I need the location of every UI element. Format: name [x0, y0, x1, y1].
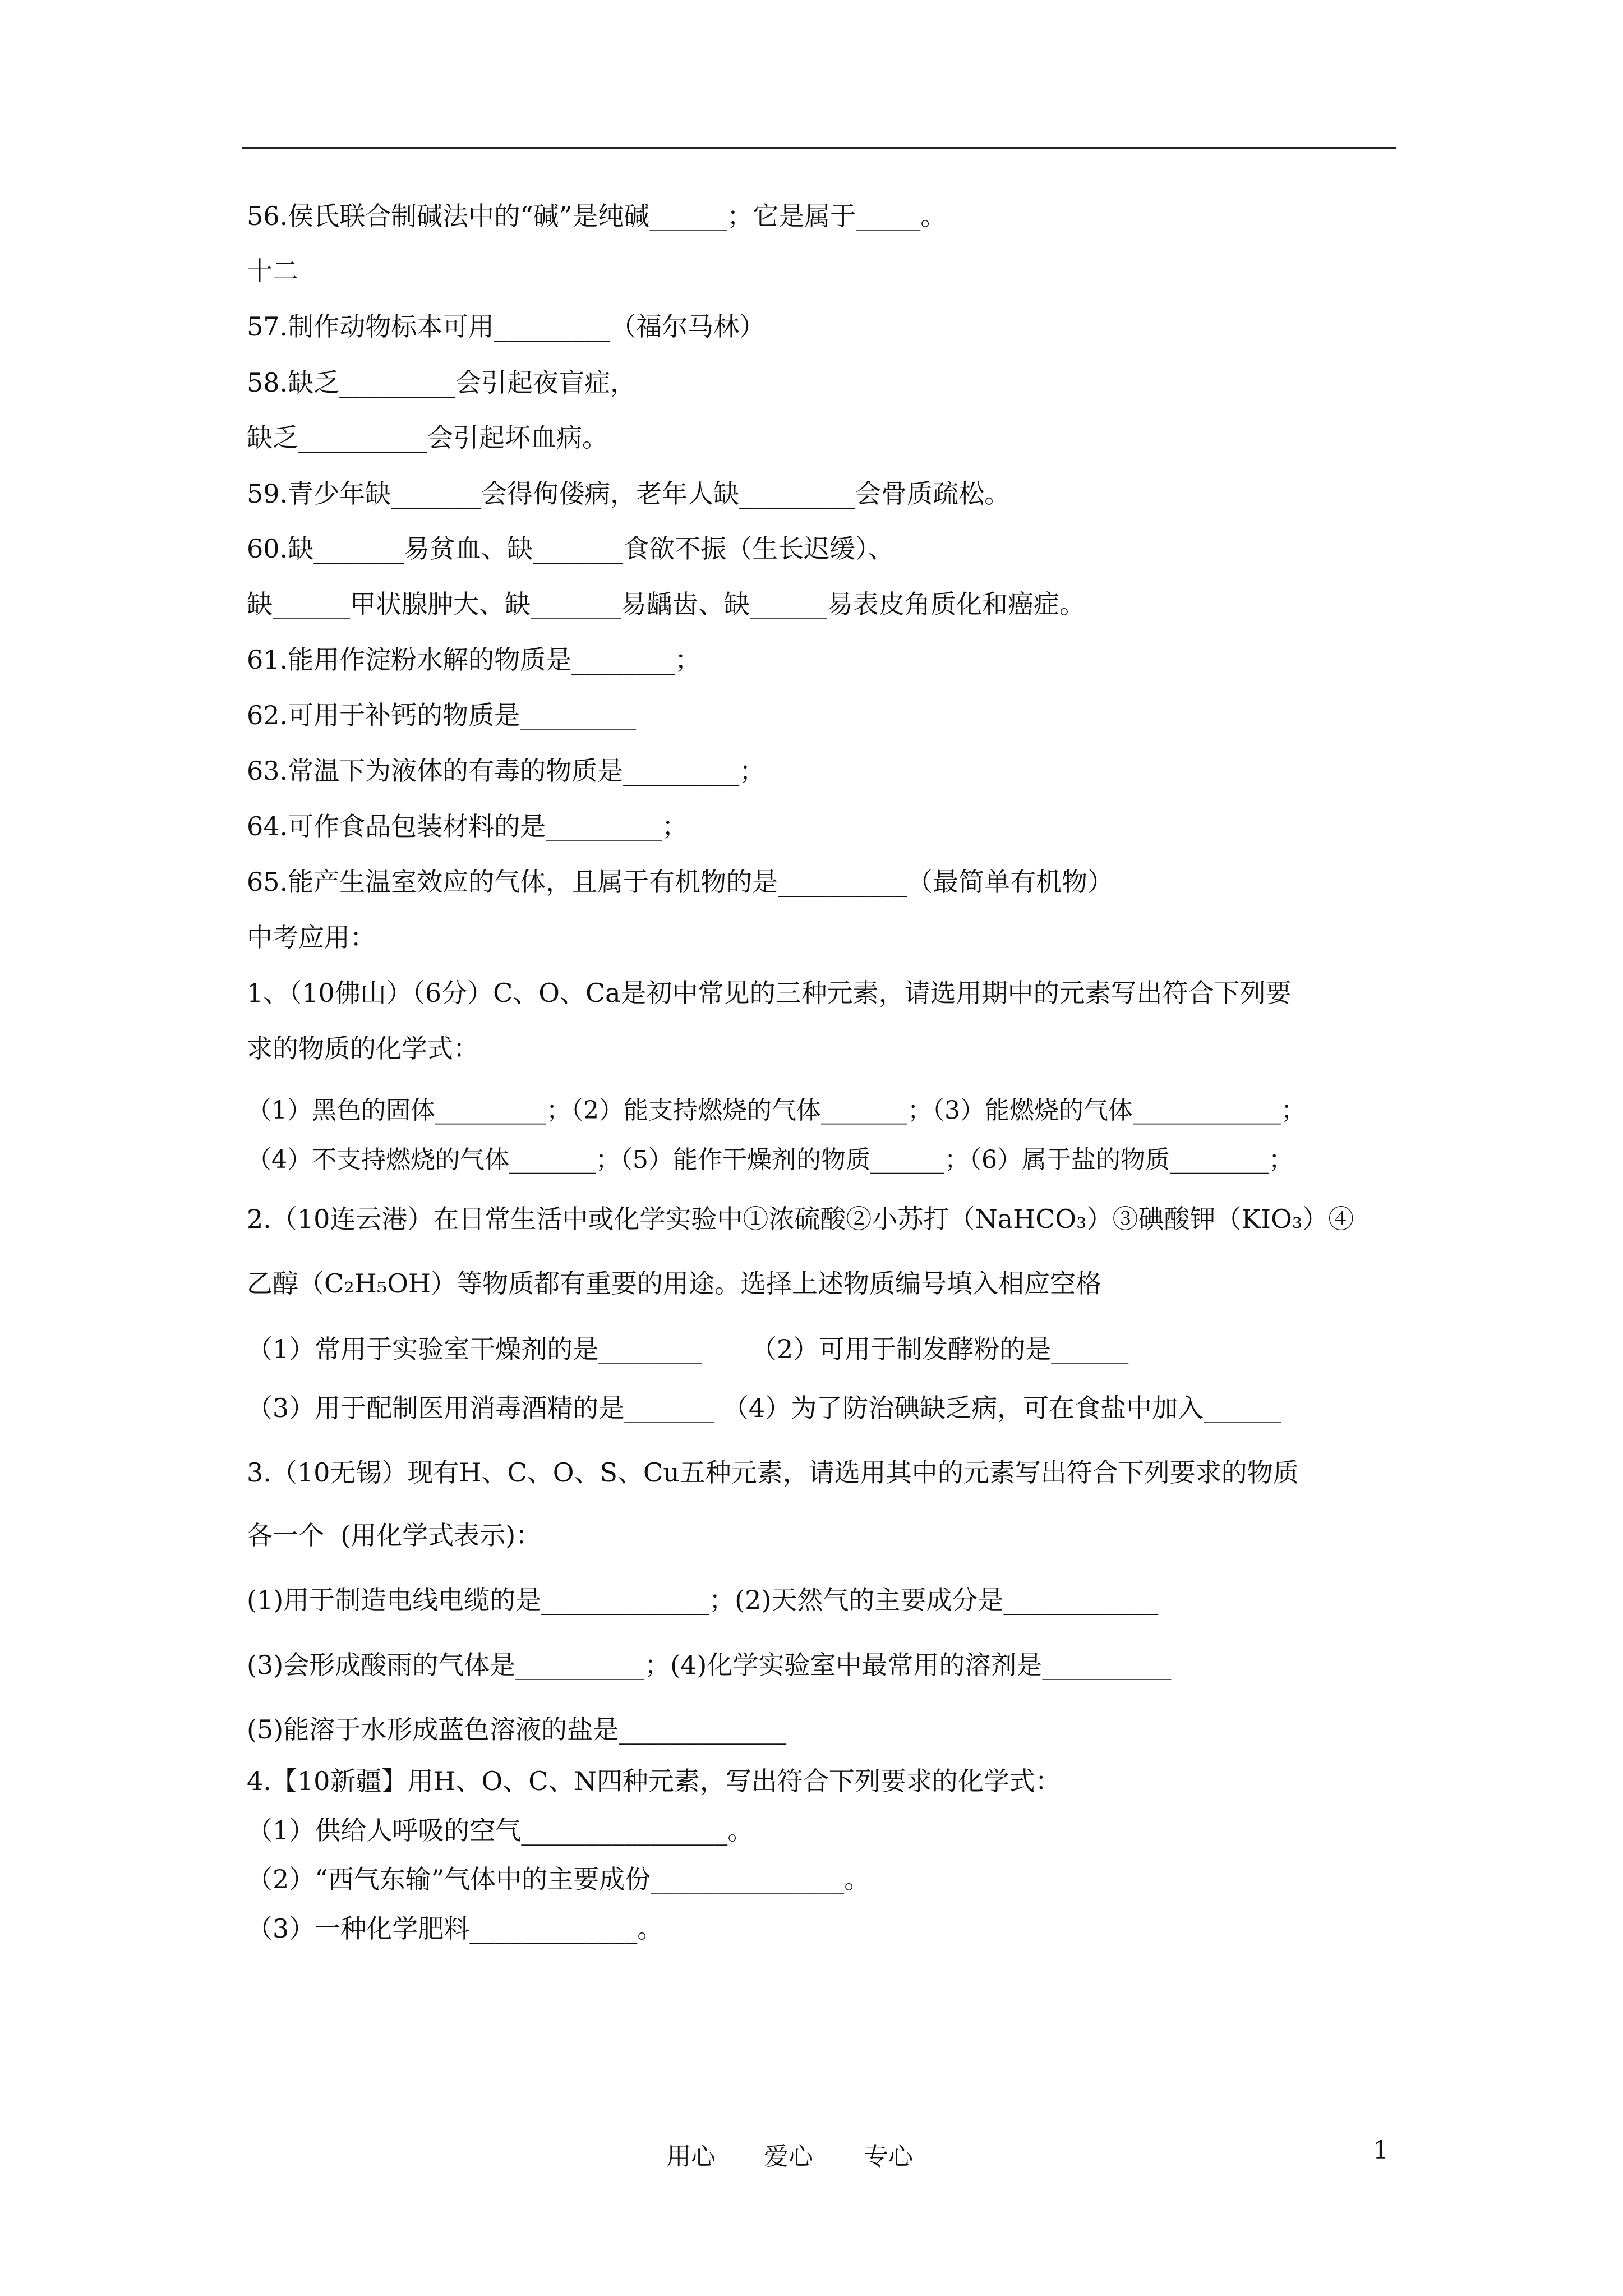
- text-line-56: 56.侯氏联合制碱法中的“碱”是纯碱______；它是属于_____。: [247, 201, 947, 231]
- question-1-parts-b: （4）不支持燃烧的气体_______；（5）能作干燥剂的物质______；（6）属于盐的物质________；: [247, 1145, 1293, 1174]
- text-line-60b: 缺______甲状腺肿大、缺_______易龋齿、缺______易表皮角质化和癌症。: [247, 589, 1085, 619]
- footer-text-middle: 爱心: [764, 2142, 813, 2171]
- question-3-stem: 3.（10无锡）现有H、C、O、S、Cu五种元素，请选用其中的元素写出符合下列要求的物质: [247, 1457, 1299, 1488]
- text-line-61: 61.能用作淀粉水解的物质是________；: [247, 645, 701, 675]
- question-2-parts-a: （1）常用于实验室干燥剂的是________ （2）可用于制发酵粉的是______: [247, 1334, 1129, 1364]
- text-line-59: 59.青少年缺_______会得佝偻病，老年人缺_________会骨质疏松。: [247, 478, 1011, 509]
- section-heading-exam-application: 中考应用：: [247, 922, 376, 953]
- text-line-65: 65.能产生温室效应的气体，且属于有机物的是__________（最简单有机物）: [247, 867, 1114, 897]
- footer-text-right: 专心: [864, 2142, 913, 2171]
- question-4-stem: 4.【10新疆】用H、O、C、N四种元素，写出符合下列要求的化学式：: [247, 1766, 1061, 1796]
- question-4-part-2: （2）“西气东输”气体中的主要成份_______________。: [247, 1864, 870, 1894]
- text-line-58: 58.缺乏_________会引起夜盲症，: [247, 367, 637, 398]
- question-1-stem: 1、（10佛山）（6分）C、O、Ca是初中常见的三种元素，请选用期中的元素写出符合下列要: [247, 978, 1292, 1008]
- question-4-part-3: （3）一种化学肥料_____________。: [247, 1913, 663, 1944]
- question-2-stem: 2.（10连云港）在日常生活中或化学实验中①浓硫酸②小苏打（NaHCO₃）③碘酸钾（KIO₃）④: [247, 1204, 1354, 1234]
- question-3-stem-cont: 各一个 (用化学式表示)：: [247, 1520, 542, 1550]
- question-1-stem-cont: 求的物质的化学式：: [247, 1033, 479, 1064]
- text-line-57: 57.制作动物标本可用_________（福尔马林）: [247, 311, 766, 342]
- question-1-parts-a: （1）黑色的固体_________；（2）能支持燃烧的气体_______；（3）能燃烧的气体____________；: [247, 1096, 1306, 1125]
- question-3-parts-c: (5)能溶于水形成蓝色溶液的盐是_____________: [247, 1714, 787, 1745]
- question-2-stem-cont: 乙醇（C₂H₅OH）等物质都有重要的用途。选择上述物质编号填入相应空格: [247, 1268, 1102, 1299]
- question-4-part-1: （1）供给人呼吸的空气________________。: [247, 1815, 754, 1846]
- question-2-parts-b: （3）用于配制医用消毒酒精的是_______ （4）为了防治碘缺乏病，可在食盐中加入______: [247, 1393, 1281, 1423]
- page-number: 1: [1373, 2136, 1389, 2165]
- text-line-63: 63.常温下为液体的有毒的物质是_________；: [247, 756, 766, 786]
- question-3-parts-b: (3)会形成酸雨的气体是__________；(4)化学实验室中最常用的溶剂是__________: [247, 1650, 1172, 1680]
- header-rule: [242, 147, 1396, 149]
- text-line-64: 64.可作食品包装材料的是_________；: [247, 811, 688, 841]
- text-line-62: 62.可用于补钙的物质是_________: [247, 700, 637, 730]
- footer-text-left: 用心: [666, 2142, 716, 2171]
- text-line-58b: 缺乏__________会引起坏血病。: [247, 422, 608, 453]
- text-line-60: 60.缺_______易贫血、缺_______食欲不振（生长迟缓）、: [247, 533, 895, 564]
- section-heading-twelve: 十二: [247, 256, 298, 286]
- question-3-parts-a: (1)用于制造电线电缆的是_____________；(2)天然气的主要成分是____________: [247, 1585, 1159, 1615]
